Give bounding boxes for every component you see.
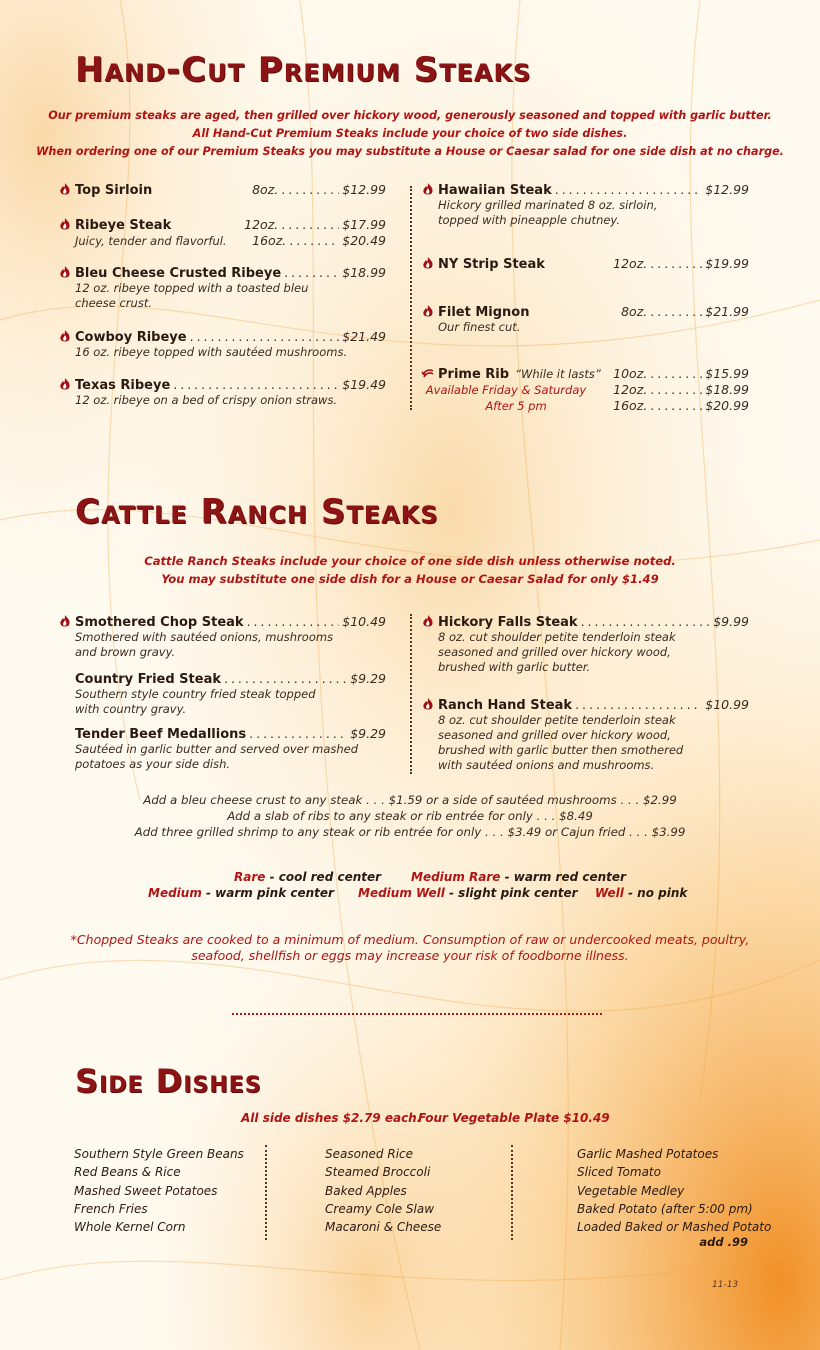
item-size: 8oz. [252,182,279,197]
item-description: 8 oz. cut shoulder petite tenderloin steak [438,713,676,727]
menu-item-prime-rib [421,366,749,414]
leader-dots [284,265,339,280]
side-item: Baked Potato (after 5:00 pm) [577,1201,753,1216]
flame-steak-icon [58,182,72,196]
disclaimer-line: seafood, shellfish or eggs may increase your risk of foodborne illness. [191,948,629,963]
side-item: Whole Kernel Corn [74,1220,186,1235]
item-description: topped with pineapple chutney. [438,213,621,227]
menu-item-hawaiian-steak [421,182,749,228]
leader-dots [575,697,702,712]
cattle-intro-line: Cattle Ranch Steaks include your choice of one side dish unless otherwise noted. [144,554,676,568]
side-item: Mashed Sweet Potatoes [74,1183,218,1198]
menu-item-texas-ribeye [58,377,386,408]
menu-item-ny-strip [421,256,749,272]
doneness-medium-well [358,886,578,900]
item-size: 8oz. [621,304,648,319]
item-price: $12.99 [705,182,749,197]
disclaimer-line: *Chopped Steaks are cooked to a minimum of medium. Consumption of raw or undercooked meats, poultry, [70,932,750,947]
side-dishes-title: Side Dishes [75,1062,262,1100]
leader-dots [650,382,702,397]
menu-item-hickory-falls [421,614,749,675]
premium-intro-line: Our premium steaks are aged, then grilled over hickory wood, generously seasoned and topped with garlic butter. [48,109,772,122]
leader-dots [650,304,702,319]
flame-steak-icon [421,614,435,628]
side-item: Creamy Cole Slaw [325,1201,435,1216]
doneness-desc: - slight pink center [444,886,578,900]
item-price: $9.29 [350,726,386,741]
item-price: $20.99 [705,398,749,413]
leader-dots [173,377,339,392]
leader-dots [650,256,702,271]
item-name: Top Sirloin [75,183,153,198]
doneness-desc: - warm red center [500,870,626,884]
menu-item-ribeye [58,217,386,249]
leader-dots [247,614,340,629]
food-safety-disclaimer [0,932,820,964]
leader-dots [650,366,702,381]
item-price: $17.99 [342,217,386,232]
item-description: Sautéed in garlic butter and served over mashed [75,742,359,756]
flame-steak-icon [421,304,435,318]
cattle-intro [0,552,820,588]
flame-steak-icon [58,377,72,391]
item-size: 10oz. [613,366,648,381]
item-name: Tender Beef Medallions [75,727,247,742]
leader-dots [281,182,339,197]
side-column-1 [74,1145,244,1236]
side-item: Loaded Baked or Mashed Potato [577,1220,772,1235]
column-divider [511,1145,513,1240]
item-description: Our finest cut. [438,320,521,334]
doneness-well [595,886,687,900]
menu-item-bleu-cheese-ribeye [58,265,386,311]
doneness-medium [148,886,334,900]
item-name: Bleu Cheese Crusted Ribeye [75,266,282,281]
flame-steak-icon [58,614,72,628]
item-size: 12oz. [613,256,648,271]
doneness-medium-rare [411,870,626,884]
menu-item-filet-mignon [421,304,749,335]
side-item: French Fries [74,1201,148,1216]
menu-item-cowboy-ribeye [58,329,386,360]
item-description: Smothered with sautéed onions, mushrooms [75,630,334,644]
item-name: Country Fried Steak [75,672,221,687]
vegetable-plate-price: Four Vegetable Plate $10.49 [418,1111,610,1125]
doneness-desc: - no pink [623,886,688,900]
flame-steak-icon [58,217,72,231]
leader-dots [190,329,340,344]
item-name: Texas Ribeye [75,378,171,393]
item-size: 16oz. [613,398,648,413]
leader-dots [289,233,339,248]
item-name: Hawaiian Steak [438,183,552,198]
item-price: $18.99 [342,265,386,280]
item-size: 16oz. [252,233,287,248]
doneness-rare [234,870,381,884]
side-price-note: All side dishes $2.79 each. [241,1111,422,1125]
item-name: NY Strip Steak [438,257,545,272]
menu-item-country-fried [75,671,386,717]
item-name: Cowboy Ribeye [75,330,187,345]
side-item: Baked Apples [325,1183,407,1198]
menu-item-smothered-chop [58,614,386,660]
premium-intro-line: When ordering one of our Premium Steaks you may substitute a House or Caesar salad for one side dish at no charge. [36,145,784,158]
item-price: $18.99 [705,382,749,397]
addons-block [0,792,820,840]
item-price: $21.99 [705,304,749,319]
side-item: Garlic Mashed Potatoes [577,1147,719,1161]
flame-steak-icon [421,256,435,270]
leader-dots [555,182,703,197]
column-divider [265,1145,267,1240]
rib-icon [421,366,435,380]
leader-dots [581,614,711,629]
item-description: 8 oz. cut shoulder petite tenderloin steak [438,630,676,644]
item-name: Ribeye Steak [75,218,172,233]
side-item: Southern Style Green Beans [74,1147,244,1161]
leader-dots [224,671,347,686]
flame-steak-icon [421,697,435,711]
menu-item-beef-medallions [75,726,386,772]
item-price: $9.99 [713,614,749,629]
doneness-label: Medium [148,886,202,900]
premium-intro-line: All Hand-Cut Premium Steaks include your choice of two side dishes. [192,127,628,140]
item-description: seasoned and grilled over hickory wood, [438,728,671,742]
side-item: Macaroni & Cheese [325,1220,442,1235]
loaded-potato-addon-price: add .99 [699,1235,748,1249]
item-price: $19.49 [342,377,386,392]
item-price: $19.99 [705,256,749,271]
addon-line: Add a slab of ribs to any steak or rib entrée for only . . . $8.49 [227,809,593,823]
item-name: Filet Mignon [438,305,530,320]
side-item: Red Beans & Rice [74,1165,181,1180]
leader-dots [249,726,347,741]
cattle-ranch-title: Cattle Ranch Steaks [75,492,439,532]
side-item: Steamed Broccoli [325,1165,431,1180]
menu-item-top-sirloin [58,182,386,198]
page-code: 11-13 [712,1280,739,1290]
item-description: and brown gravy. [75,645,176,659]
item-description: with sautéed onions and mushrooms. [438,758,655,772]
flame-steak-icon [58,265,72,279]
addon-line: Add a bleu cheese crust to any steak . . . $1.59 or a side of sautéed mushrooms . . . $2.99 [143,793,677,807]
doneness-label: Well [595,886,624,900]
side-column-2 [325,1145,441,1236]
item-description: 16 oz. ribeye topped with sautéed mushrooms. [75,345,348,359]
side-column-3 [577,1145,771,1236]
item-description: brushed with garlic butter then smothered [438,743,684,757]
flame-steak-icon [421,182,435,196]
item-size: 12oz. [244,217,279,232]
item-description: 12 oz. ribeye on a bed of crispy onion straws. [75,393,338,407]
item-price: $12.99 [342,182,386,197]
item-price: $9.29 [350,671,386,686]
premium-steaks-title: Hand-Cut Premium Steaks [75,50,532,90]
item-price: $10.49 [342,614,386,629]
side-item: Sliced Tomato [577,1165,661,1180]
menu-item-ranch-hand [421,697,749,773]
item-description: Juicy, tender and flavorful. [75,234,227,248]
item-description: Hickory grilled marinated 8 oz. sirloin, [438,198,658,212]
side-item: Seasoned Rice [325,1147,414,1161]
item-name: Ranch Hand Steak [438,698,573,713]
item-description: cheese crust. [75,296,152,310]
leader-dots [281,217,339,232]
item-price: $20.49 [342,233,386,248]
premium-intro [0,107,820,161]
flame-steak-icon [58,329,72,343]
section-divider [232,1013,602,1015]
item-price: $10.99 [705,697,749,712]
item-price: $15.99 [705,366,749,381]
column-divider [410,614,412,774]
item-name: Hickory Falls Steak [438,615,578,630]
item-name: Smothered Chop Steak [75,615,244,630]
item-description: potatoes as your side dish. [75,757,231,771]
item-size: 12oz. [613,382,648,397]
item-note: “While it lasts” [515,367,601,381]
item-description: 12 oz. ribeye topped with a toasted bleu [75,281,309,295]
doneness-label: Rare [234,870,266,884]
doneness-desc: - warm pink center [201,886,334,900]
cattle-intro-line: You may substitute one side dish for a House or Caesar Salad for only $1.49 [161,572,659,586]
item-price: $21.49 [342,329,386,344]
item-description: with country gravy. [75,702,187,716]
doneness-label: Medium Rare [411,870,501,884]
doneness-label: Medium Well [358,886,445,900]
item-description: seasoned and grilled over hickory wood, [438,645,671,659]
addon-line: Add three grilled shrimp to any steak or rib entrée for only . . . $3.49 or Cajun fried . . . $3.99 [134,825,686,839]
doneness-desc: - cool red center [265,870,382,884]
column-divider [410,186,412,410]
leader-dots [650,398,702,413]
item-description: Southern style country fried steak topped [75,687,316,701]
prime-rib-availability: Available Friday & Saturday [425,383,587,397]
prime-rib-availability: After 5 pm [485,399,547,413]
item-description: brushed with garlic butter. [438,660,591,674]
item-name: Prime Rib [438,367,510,382]
side-item: Vegetable Medley [577,1183,685,1198]
